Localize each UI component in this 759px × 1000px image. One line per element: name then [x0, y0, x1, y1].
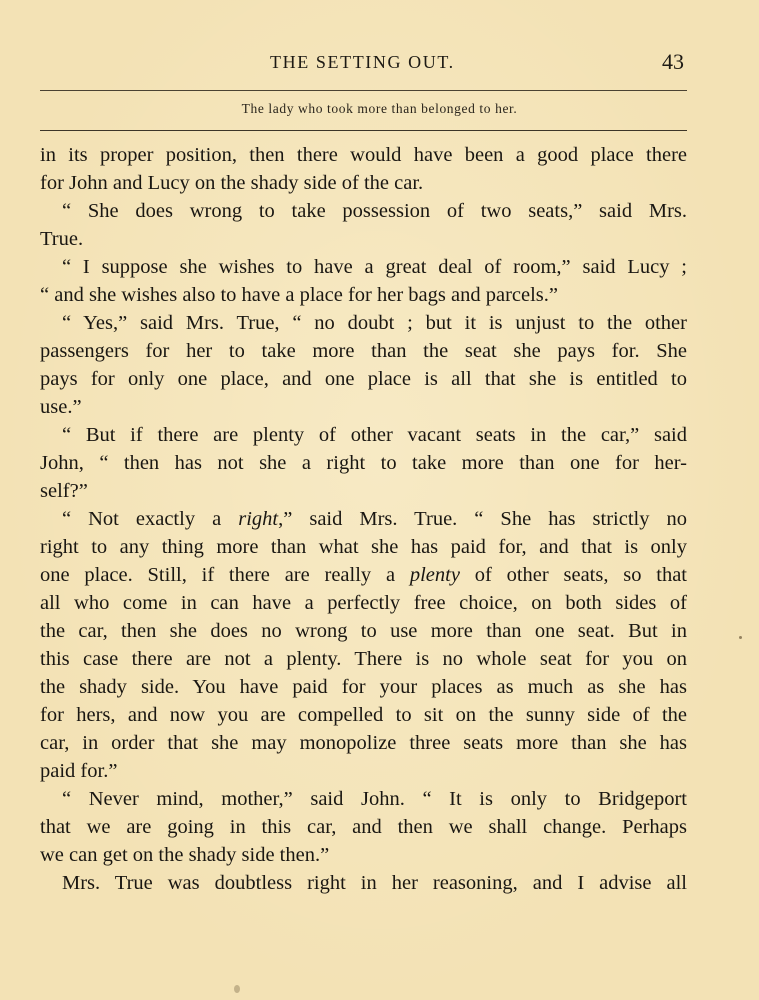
text-line: use.” [40, 396, 82, 418]
text-line: “ I suppose she wishes to have a great deal of room,” said Lucy ; [62, 256, 687, 278]
caption-rule-top [40, 90, 687, 91]
illustration-caption: The lady who took more than belonged to her. [241, 101, 518, 116]
text-line: right to any thing more than what she has paid for, and that is only [40, 536, 687, 558]
text-line: the shady side. You have paid for your places as much as she has [40, 676, 687, 698]
text-line-with-italic: “ Not exactly a right,” said Mrs. True. “ She has strictly no [62, 508, 687, 530]
paper-speck [739, 636, 742, 639]
text-line: “ Never mind, mother,” said John. “ It is only to Bridgeport [62, 788, 687, 810]
text-line: car, in order that she may monopolize three seats more than she has [40, 732, 687, 754]
text-line: paid for.” [40, 760, 118, 782]
caption-rule-bottom [40, 130, 687, 131]
paper-speck [234, 985, 240, 993]
text-line: “ But if there are plenty of other vacant seats in the car,” said [62, 424, 687, 446]
text-line: passengers for her to take more than the seat she pays for. She [40, 340, 687, 362]
text-line: the car, then she does no wrong to use more than one seat. But in [40, 620, 687, 642]
text-line: “ Yes,” said Mrs. True, “ no doubt ; but it is unjust to the other [62, 312, 687, 334]
text-line: “ She does wrong to take possession of two seats,” said Mrs. [62, 200, 687, 222]
text-line: all who come in can have a perfectly free choice, on both sides of [40, 592, 687, 614]
text-line: for John and Lucy on the shady side of the car. [40, 172, 424, 194]
page-number: 43 [662, 49, 684, 74]
text-line: that we are going in this car, and then we shall change. Perhaps [40, 816, 687, 838]
text-line: this case there are not a plenty. There is no whole seat for you on [40, 648, 687, 670]
body-text [40, 141, 687, 897]
italic-word: right [238, 508, 279, 530]
text-line: Mrs. True was doubtless right in her reasoning, and I advise all [62, 872, 687, 894]
running-head: THE SETTING OUT. [270, 52, 455, 72]
italic-word: plenty [409, 564, 460, 586]
text-line: John, “ then has not she a right to take more than one for her- [40, 452, 687, 474]
text-line: for hers, and now you are compelled to sit on the sunny side of the [40, 704, 687, 726]
text-line: True. [40, 228, 84, 250]
text-line-with-italic: one place. Still, if there are really a plenty of other seats, so that [40, 564, 688, 586]
text-line: “ and she wishes also to have a place for her bags and parcels.” [40, 284, 558, 306]
text-line: we can get on the shady side then.” [40, 844, 330, 866]
text-line: pays for only one place, and one place is all that she is entitled to [40, 368, 687, 390]
text-line: in its proper position, then there would have been a good place there [40, 144, 687, 166]
text-line: self?” [40, 480, 88, 502]
